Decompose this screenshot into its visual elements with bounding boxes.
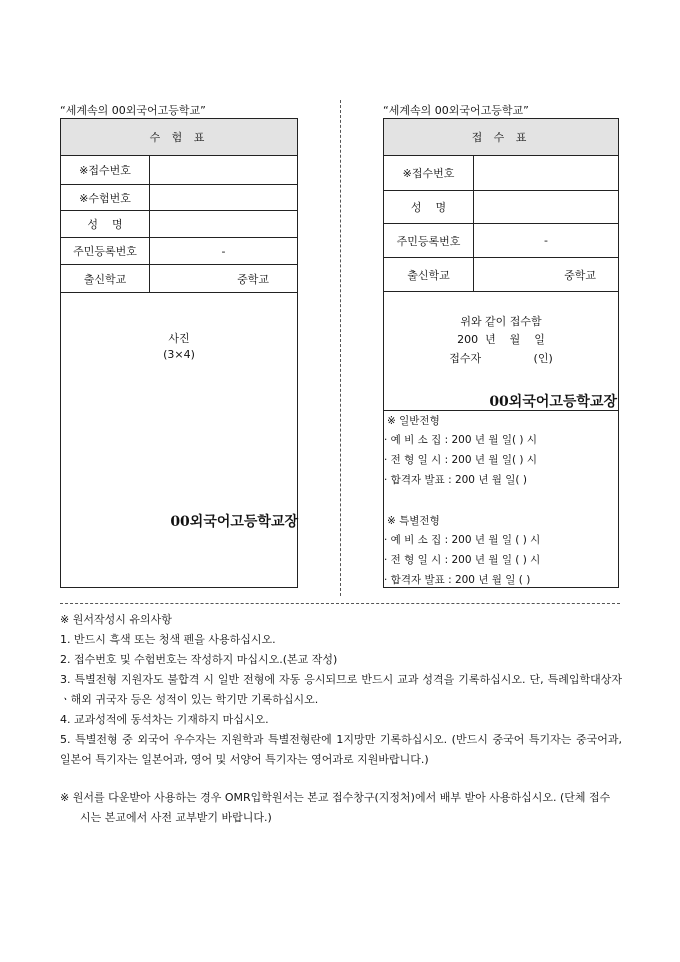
left-resident-no-field[interactable]: - — [149, 237, 298, 265]
left-receipt-no-field[interactable] — [149, 155, 298, 185]
receiver-line: 접수자 (인) — [449, 352, 553, 365]
left-principal: 00외국어고등학교장 — [170, 514, 298, 530]
note-item: 5. 특별전형 중 외국어 우수자는 지원학과 특별전형란에 1지망만 기록하십시오. (반드시 중국어 특기자는 중국어과, 일본어 특기자는 일본어과, 영어 및 서양어 특기자는 영어과로 지원바랍니다.) — [60, 733, 622, 766]
left-label-exam-no: ※수험번호 — [60, 184, 150, 211]
general-heading: ※ 일반전형 — [387, 415, 440, 427]
left-label-resident-no: 주민등록번호 — [60, 237, 150, 265]
right-label-school: 출신학교 — [383, 257, 474, 292]
right-receipt-no-field[interactable] — [473, 155, 619, 191]
cut-line-vertical — [340, 100, 341, 596]
left-school-quote: “세계속의 00외국어고등학교” — [60, 104, 206, 117]
left-card-title: 수 험 표 — [60, 118, 298, 156]
special-heading: ※ 특별전형 — [387, 515, 440, 527]
photo-size: (3×4) — [163, 348, 195, 361]
notes-footer: ※ 원서를 다운받아 사용하는 경우 OMR입학원서는 본교 접수창구(지정처)에서 배부 받아 사용하십시오. (단체 접수 시는 본교에서 사전 교부받기 바랍니다.) — [60, 791, 611, 824]
right-label-receipt-no: ※접수번호 — [383, 155, 474, 191]
left-label-receipt-no: ※접수번호 — [60, 155, 150, 185]
cut-line-horizontal — [60, 603, 620, 604]
left-label-school: 출신학교 — [60, 264, 150, 293]
right-school-field[interactable]: 중학교 — [473, 257, 619, 292]
right-label-resident-no: 주민등록번호 — [383, 223, 474, 258]
special-line: · 예 비 소 집 : 200 년 월 일 ( ) 시 — [384, 534, 541, 546]
left-exam-no-field[interactable] — [149, 184, 298, 211]
right-name-field[interactable] — [473, 190, 619, 224]
note-item: 3. 특별전형 지원자도 불합격 시 일반 전형에 자동 응시되므로 반드시 교과 성격을 기록하십시오. 단, 특례입학대상자ㆍ해외 귀국자 등은 성적이 있는 학기만 기록하십시오. — [60, 673, 622, 706]
right-school-quote: “세계속의 00외국어고등학교” — [383, 104, 529, 117]
right-card-title: 접 수 표 — [383, 118, 619, 156]
general-line: · 예 비 소 집 : 200 년 월 일( ) 시 — [384, 434, 537, 446]
note-item: 1. 반드시 흑색 또는 청색 펜을 사용하십시오. — [60, 633, 276, 646]
special-line: · 전 형 일 시 : 200 년 월 일 ( ) 시 — [384, 554, 541, 566]
left-school-field[interactable]: 중학교 — [149, 264, 298, 293]
right-resident-no-field[interactable]: - — [473, 223, 619, 258]
receipt-text: 위와 같이 접수함 — [460, 315, 542, 328]
notes-heading: ※ 원서작성시 유의사항 — [60, 613, 172, 626]
right-label-name: 성 명 — [383, 190, 474, 224]
general-line: · 전 형 일 시 : 200 년 월 일( ) 시 — [384, 454, 537, 466]
left-name-field[interactable] — [149, 210, 298, 238]
left-label-name: 성 명 — [60, 210, 150, 238]
general-line: · 합격자 발표 : 200 년 월 일( ) — [384, 474, 527, 486]
special-line: · 합격자 발표 : 200 년 월 일 ( ) — [384, 574, 531, 586]
note-item: 2. 접수번호 및 수험번호는 작성하지 마십시오.(본교 작성) — [60, 653, 338, 666]
note-item: 4. 교과성적에 동석차는 기재하지 마십시오. — [60, 713, 269, 726]
receipt-date: 200 년 월 일 — [457, 333, 545, 346]
schedule-box — [383, 410, 619, 588]
notes-section — [60, 610, 622, 828]
right-principal: 00외국어고등학교장 — [489, 394, 617, 410]
photo-label: 사진 — [168, 332, 190, 345]
